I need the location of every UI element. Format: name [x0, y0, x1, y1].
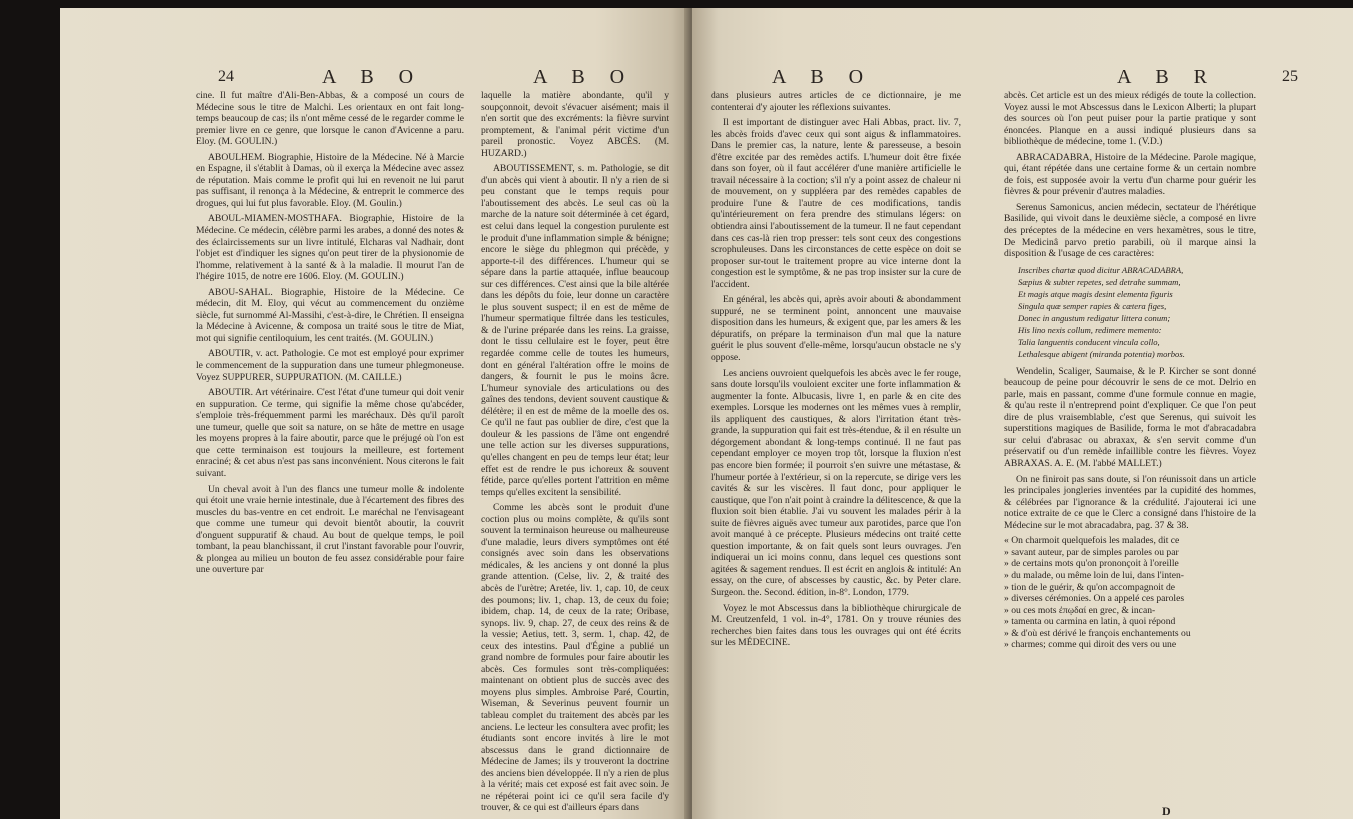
paragraph: Un cheval avoit à l'un des flancs une tumeur molle & indolente qui étoit une vraie hernie intestinale, due à l'écartement des fibres des muscles du bas-ventre en cet endroit. Le maréchal ne l'envisageant que comme une tumeur qui devoit bientôt aboutir, la couvrit d'onguent suppuratif & chaud. Au bout de quelque temps, le poil tombant, la peau blanchissant, il crut l'instant favorable pour l'ouvrir, & plongea au milieu un bouton de feu assez considérable pour faire une ouverture par — [196, 483, 464, 576]
book-spread — [60, 8, 1353, 819]
verse-line: » diverses cérémonies. On a appelé ces paroles — [1004, 593, 1185, 605]
verse-line: » & d'où est dérivé le françois enchantements ou — [1004, 627, 1191, 639]
paragraph: ABOULHEM. Biographie, Histoire de la Médecine. Né à Marcie en Espagne, il s'établit à Damas, où il exerça la Médecine avec assez de réputation. Mais comme le profit qui lui en revenoit ne lui parut pas suffisant, il renonça à la Médecine, & entreprit le commerce des drogues, qui lui fut plus favorable. Eloy. (M. Goulin.) — [196, 151, 464, 209]
verse-line: » ou ces mots ἐπῳδαί en grec, & incan- — [1004, 604, 1156, 616]
verse-line: Inscribes chartæ quod dicitur ABRACADABRA, — [1018, 264, 1184, 275]
running-head-left-2: A B O — [533, 66, 635, 88]
page-number-right: 25 — [1282, 68, 1298, 85]
right-page — [692, 8, 1353, 819]
paragraph: laquelle la matière abondante, qu'il y soupçonnoit, devoit s'évacuer aisément; mais il n'en sortit que des excréments: la fièvre survint promptement, & l'animal périt victime d'un pareil pronostic. Voyez ABCÈS. (M. HUZARD.) — [481, 90, 669, 159]
block-quote — [1004, 535, 1256, 650]
paragraph: Les anciens ouvroient quelquefois les abcès avec le fer rouge, sans doute lorsqu'ils vouloient exciter une forte inflammation & augmenter la fonte. Albucasis, livre 1, en parle & en cite des exemples. Lorsque les modernes ont les mêmes vues à remplir, ils appliquent des caustiques, & alors l'irritation étant très-grande, la suppuration qui fait est très-étendue, & il en résulte un dégorgement abondant & long-temps continué. Il ne faut pas cependant employer ce moyen trop tôt, lorsque la fluxion n'est pas encore bien formée; il pourroit s'en suivre une métastase, & l'humeur portée à l'extérieur, si on la repercute, se dirige vers les cavités & sur les viscères. Il faut donc, pour appliquer le caustique, que l'on n'ait point à craindre la délitescence, & que la fluxion soit bien établie. J'ai vu souvent les malades périr à la suite de fièvres aiguës avec tumeur aux parotides, parce que l'on avoit manqué à ce précepte. Plusieurs médecins ont traité cette question importante, & on fait quels sont leurs ouvrages. J'en indiquerai un ici moins connu, dans lequel ces questions sont agitées & sagement rendues. Il est écrit en anglois & intitulé: An essay, on the cure, of abscesses by caustic, &c. by Peter clare. Surgeon. the. Second. édition, in-8°. London, 1779. — [711, 367, 961, 598]
paragraph: Wendelin, Scaliger, Saumaise, & le P. Kircher se sont donné beaucoup de peine pour découvrir le sens de ce mot. Delrio en parle, mais en passant, comme d'une formule connue en magie, & qu'au reste il n'entreprend point d'expliquer. Ce que l'on peut dire de plus vraisemblable, c'est que Serenus, qui suivoit les superstitions magiques de Basilide, forma le mot d'abracadabra sur celui d'abrasac ou abraxax, & s'en servit comme d'un préservatif ou d'un remède infaillible contre les fièvres. Voyez ABRAXAS. A. E. (M. l'abbé MALLET.) — [1004, 365, 1256, 470]
paragraph: dans plusieurs autres articles de ce dictionnaire, je me contenterai d'y ajouter les réflexions suivantes. — [711, 90, 961, 113]
paragraph: Serenus Samonicus, ancien médecin, sectateur de l'hérétique Basilide, qui vivoit dans le deuxième siècle, a composé en livre des préceptes de la médecine en vers hexamètres, sous le titre, De Medicinâ parvo pretio parabili, où il marque ainsi la disposition & l'usage de ces caractères: — [1004, 201, 1256, 260]
verse-line: Et magis atque magis desint elementa figuris — [1018, 288, 1173, 299]
left-column-1 — [196, 90, 464, 580]
left-column-2 — [481, 90, 669, 818]
right-column-2 — [1004, 90, 1256, 651]
verse-line: His lino nexis collum, redimere memento: — [1018, 324, 1162, 335]
paragraph: abcès. Cet article est un des mieux rédigés de toute la collection. Voyez aussi le mot Abscessus dans le Lexicon Alberti; la plupart des sources où l'on peut puiser pour la partie pratique y sont énoncées. Planque en a aussi indiqué plusieurs dans sa bibliothèque de médecine, tome 1. (V.D.) — [1004, 90, 1256, 148]
paragraph: Comme les abcès sont le produit d'une coction plus ou moins complète, & qu'ils sont souvent la terminaison heureuse ou malheureuse d'une maladie, leurs divers symptômes ont été consignés avec soin dans les observations médicales, & les anciens y ont donné la plus grande attention. (Celse, liv. 2, & traité des abcès de l'urètre; Aretée, liv. 1, cap. 10, de ceux des poumons; liv. 1, chap. 13, de ceux du foie; ibidem, chap. 14, de ceux de la rate; Oribase, synops. liv. 9, chap. 27, de ceux des reins & de la vessie; Aetius, tett. 3, serm. 1, chap. 42, de ceux des intestins. Paul d'Égine a publié un grand nombre de formules pour faire aboutir les abcès. Ces formules sont très-compliquées: maintenant on obtient plus de succès avec des moyens plus simples. Ambroise Paré, Courtin, Wiseman, & Severinus peuvent fournir un tableau complet du traitement des abcès par les anciens. Le lecteur les consultera avec profit; les étudiants sont encore invités à lire le mot abscessus dans le grand dictionnaire de Médecine de James; ils y trouveront la doctrine des anciens bien développée. Il n'y a rien de plus à la vérité; mais cet exposé est fait avec soin. Je ne répéterai point ici ce qu'il sera facile d'y trouver, & ce qui est d'ailleurs épars dans — [481, 502, 669, 814]
running-head-right-2: A B R — [1117, 66, 1218, 88]
paragraph: ABOUTISSEMENT, s. m. Pathologie, se dit d'un abcès qui vient à aboutir. Il n'y a rien de si peu constant que le temps requis pour l'aboutissement des abcès. Le seul cas où la marche de la nature soit déterminée à cet égard, est celui dans lequel la congestion purulente est le produit d'une inflammation simple & bénigne; encore le siège du phlegmon qui précède, y apporte-t-il des différences. L'humeur qui se sépare dans la partie attaquée, influe beaucoup sur ces différences. C'est ainsi que la bile altérée dans les dépôts du foie, leur donne un caractère le plus souvent suspect; il en est de même de l'humeur spermatique filtrée dans les testicules, & de l'urine préparée dans les reins. La graisse, dont le tissu cellulaire est le foyer, peut être regardée comme celle de toutes les humeurs, dont en général l'altération offre le moins de dangers, & fournit le pus le moins âcre. L'humeur synoviale des articulations ou des gaînes des tendons, devient souvent caustique & délétère; il en est de même de la moelle des os. Ce qu'il ne faut pas oublier de dire, c'est que la douleur & les passions de l'âme ont engendré une telle action sur les diverses suppurations, qu'elles changent en peu de temps leur état; leur effet est de rendre le pus ichoreux & souvent fétide, parce qu'elles portent l'attrition en même temps qu'elles excitent la sensibilité. — [481, 163, 669, 498]
paragraph: Il est important de distinguer avec Hali Abbas, pract. liv. 7, les abcès froids d'avec ceux qui sont aigus & inflammatoires. Dans le premier cas, la nature, lente & paresseuse, a besoin d'être excitée par des remèdes actifs. L'humeur doit être fixée dans son foyer, où il faut accélérer d'une manière artificielle le travail nécessaire à la coction; s'il n'y a point assez de chaleur ni de mouvement, on y suppléera par des remèdes capables de produire l'une & l'autre de ces modifications, tandis qu'intérieurement on fera prendre des stimulans légers: on obtiendra ainsi l'aboutissement de la tumeur. Il ne faut cependant dans ces cas-là rien trop presser: tels sont ceux des congestions scrophuleuses. Dans les circonstances de cette espèce on doit se proposer sur-tout le traitement propre au vice interne dont la congestion est le symptôme, & ne pas trop insister sur la cure de l'accident. — [711, 117, 961, 290]
paragraph: ABRACADABRA, Histoire de la Médecine. Parole magique, qui, étant répétée dans une certaine forme & un certain nombre de fois, est supposée avoir la vertu d'un charme pour guérir les fièvres & pour prévenir d'autres maladies. — [1004, 151, 1256, 198]
verse-line: Sæpius & subter repetes, sed detrahe summam, — [1018, 276, 1181, 287]
verse-line: » du malade, ou même loin de lui, dans l'inten- — [1004, 569, 1184, 581]
verse-line: » savant auteur, par de simples paroles ou par — [1004, 546, 1179, 558]
paragraph: cine. Il fut maître d'Ali-Ben-Abbas, & a composé un cours de Médecine sous le titre de Malchi. Les orientaux en ont fait long-temps beaucoup de cas; ils n'ont même cessé de le regarder comme le premier livre en ce genre, que lorsque le canon d'Avicenne a paru. Eloy. (M. GOULIN.) — [196, 90, 464, 148]
right-column-1 — [711, 90, 961, 653]
left-page — [60, 8, 690, 819]
latin-verse — [1018, 264, 1256, 360]
verse-line: » tion de le guérir, & qu'on accompagnoit de — [1004, 581, 1176, 593]
verse-line: » charmes; comme qui diroit des vers ou une — [1004, 639, 1177, 651]
verse-line: Singula quæ semper rapies & cætera figes, — [1018, 300, 1167, 311]
paragraph: On ne finiroit pas sans doute, si l'on réunissoit dans un article les principales jongleries inventées par la cupidité des hommes, & célébrées par l'ignorance & la crédulité. J'ajouterai ici une notice extraite de ce que le Clerc a consigné dans l'histoire de la Médecine sur le mot abracadabra, pag. 37 & 38. — [1004, 473, 1256, 531]
verse-line: Donec in angustum redigatur littera conum; — [1018, 312, 1171, 323]
running-head-right: A B O — [772, 66, 874, 88]
page-number-left: 24 — [218, 68, 234, 85]
paragraph: ABOUL-MIAMEN-MOSTHAFA. Biographie, Histoire de la Médecine. Ce médecin, célèbre parmi les arabes, a donné des notes & des éclaircissements sur un livre intitulé, Elcharas val Nadhair, dont l'objet est d'indiquer les signes qu'on peut tirer de la physionomie de l'homme, relativement à la santé & à la maladie. Il mourut l'an de l'hégire 1015, de notre ere 1606. Eloy. (M. GOULIN.) — [196, 213, 464, 283]
verse-line: » tamenta ou carmina en latin, à quoi répond — [1004, 616, 1176, 628]
running-head-left: A B O — [322, 66, 424, 88]
signature-mark: D — [1162, 804, 1171, 818]
paragraph: ABOUTIR, v. act. Pathologie. Ce mot est employé pour exprimer le commencement de la suppuration dans une tumeur phlegmoneuse. Voyez SUPPURER, SUPPURATION. (M. CAILLE.) — [196, 348, 464, 383]
paragraph: En général, les abcès qui, après avoir abouti & abondamment suppuré, ne se terminent point, annoncent une mauvaise disposition dans les humeurs, & exigent que, par les amers & les dépuratifs, on prépare la terminaison d'un mal que la nature guérit le plus souvent d'elle-même, lorsqu'aucun obstacle ne s'y oppose. — [711, 294, 961, 364]
verse-line: « On charmoit quelquefois les malades, dit ce — [1004, 535, 1180, 547]
paragraph: ABOU-SAHAL. Biographie, Histoire de la Médecine. Ce médecin, dit M. Eloy, qui vécut au commencement du onzième siècle, fut surnommé Al-Massihi, c'est-à-dire, le Chrétien. Il enseigna la Médecine à Avicenne, & composa un traité sous le titre de Miat, mot qui signifie centiloquium, les cent traités. (M. GOULIN.) — [196, 286, 464, 344]
verse-line: Talia languentis conducent vincula collo, — [1018, 336, 1160, 347]
verse-line: » de certains mots qu'on prononçoit à l'oreille — [1004, 558, 1179, 570]
paragraph: ABOUTIR. Art vétérinaire. C'est l'état d'une tumeur qui doit venir en suppuration. Ce terme, qui signifie la même chose qu'abcéder, s'emploie très-fréquemment parmi les maréchaux. Dès qu'il paroît une tumeur, quelle que soit sa nature, on se hâte de mettre en usage les moyens propres à la faire aboutir, parce que le préjugé où l'on est que cette terminaison est toujours la meilleure, est fortement enraciné; & cet abus n'est pas sans inconvénient. Nous citerons le fait suivant. — [196, 387, 464, 479]
paragraph: Voyez le mot Abscessus dans la bibliothèque chirurgicale de M. Creutzenfeld, 1 vol. in-4°, 1781. On y trouve réunies des recherches bien faites dans tous les ouvrages qui ont été écrits sur les MÉDECINE. — [711, 602, 961, 649]
verse-line: Lethalesque abigent (miranda potentia) morbos. — [1018, 348, 1185, 359]
